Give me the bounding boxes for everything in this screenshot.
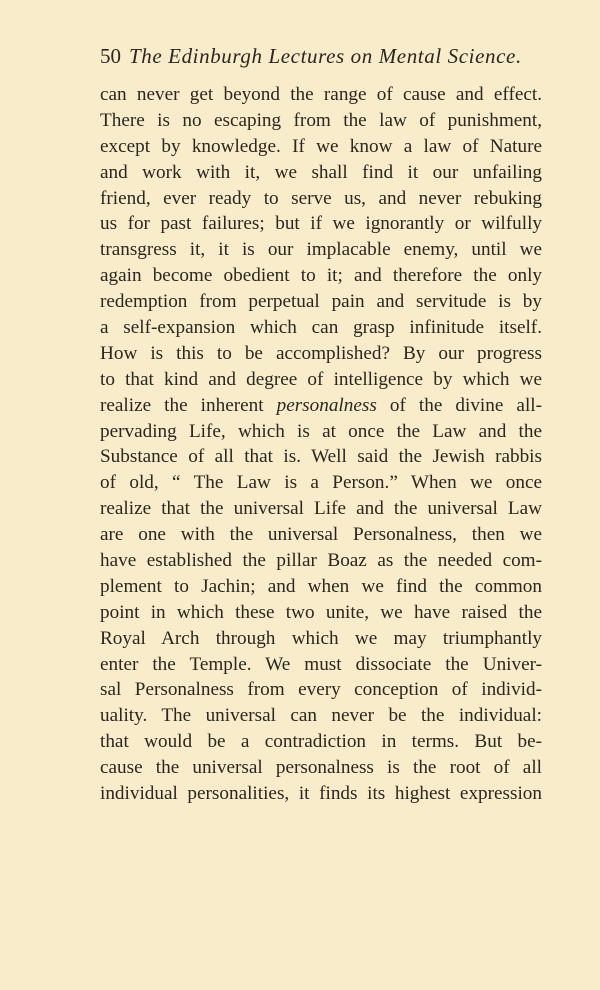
page-number: 50 [100, 44, 121, 68]
text-line: of old, “ The Law is a Person.” When we once [100, 472, 542, 494]
text-line: transgress it, it is our implacable enemy, until we [100, 239, 542, 261]
text-line: Royal Arch through which we may triumphantly [100, 627, 542, 649]
text-line: again become obedient to it; and therefore the only [100, 265, 542, 287]
text-line: realize that the universal Life and the universal Law [100, 498, 542, 520]
text-line: enter the Temple. We must dissociate the Univer- [100, 653, 542, 675]
text-line: except by knowledge. If we know a law of Nature [100, 135, 542, 157]
running-header [100, 44, 542, 69]
page-body-text [100, 82, 542, 807]
text-line: cause the universal personalness is the root of all [100, 757, 542, 779]
text-span: realize the inherent [100, 394, 277, 416]
text-line: point in which these two unite, we have raised the [100, 601, 542, 623]
text-line: that would be a contradiction in terms. But be- [100, 731, 542, 753]
text-line: uality. The universal can never be the individual: [100, 705, 542, 727]
text-line: plement to Jachin; and when we find the common [100, 575, 542, 597]
text-line: have established the pillar Boaz as the needed com- [100, 550, 542, 572]
text-line: us for past failures; but if we ignorantly or wilfully [100, 213, 542, 235]
text-line: are one with the universal Personalness, then we [100, 524, 542, 546]
text-line: can never get beyond the range of cause and effect. [100, 84, 542, 105]
text-line: pervading Life, which is at once the Law and the [100, 420, 542, 442]
text-line: individual personalities, it finds its highest expression [100, 783, 542, 805]
text-line: There is no escaping from the law of punishment, [100, 109, 542, 131]
text-span: of the divine all- [376, 394, 542, 416]
text-line: to that kind and degree of intelligence by which we [100, 368, 542, 390]
running-title: The Edinburgh Lectures on Mental Science. [129, 44, 522, 68]
text-line: Substance of all that is. Well said the Jewish rabbis [100, 446, 542, 468]
text-line: friend, ever ready to serve us, and never rebuking [100, 187, 542, 209]
text-line: a self-expansion which can grasp infinitude itself. [100, 317, 542, 339]
text-line: sal Personalness from every conception of individ- [100, 679, 542, 701]
emphasized-word: personalness [276, 394, 377, 416]
text-line: redemption from perpetual pain and servitude is by [100, 291, 542, 313]
text-line: How is this to be accomplished? By our progress [100, 342, 542, 364]
text-line: and work with it, we shall find it our unfailing [100, 161, 542, 183]
text-line [100, 393, 542, 419]
